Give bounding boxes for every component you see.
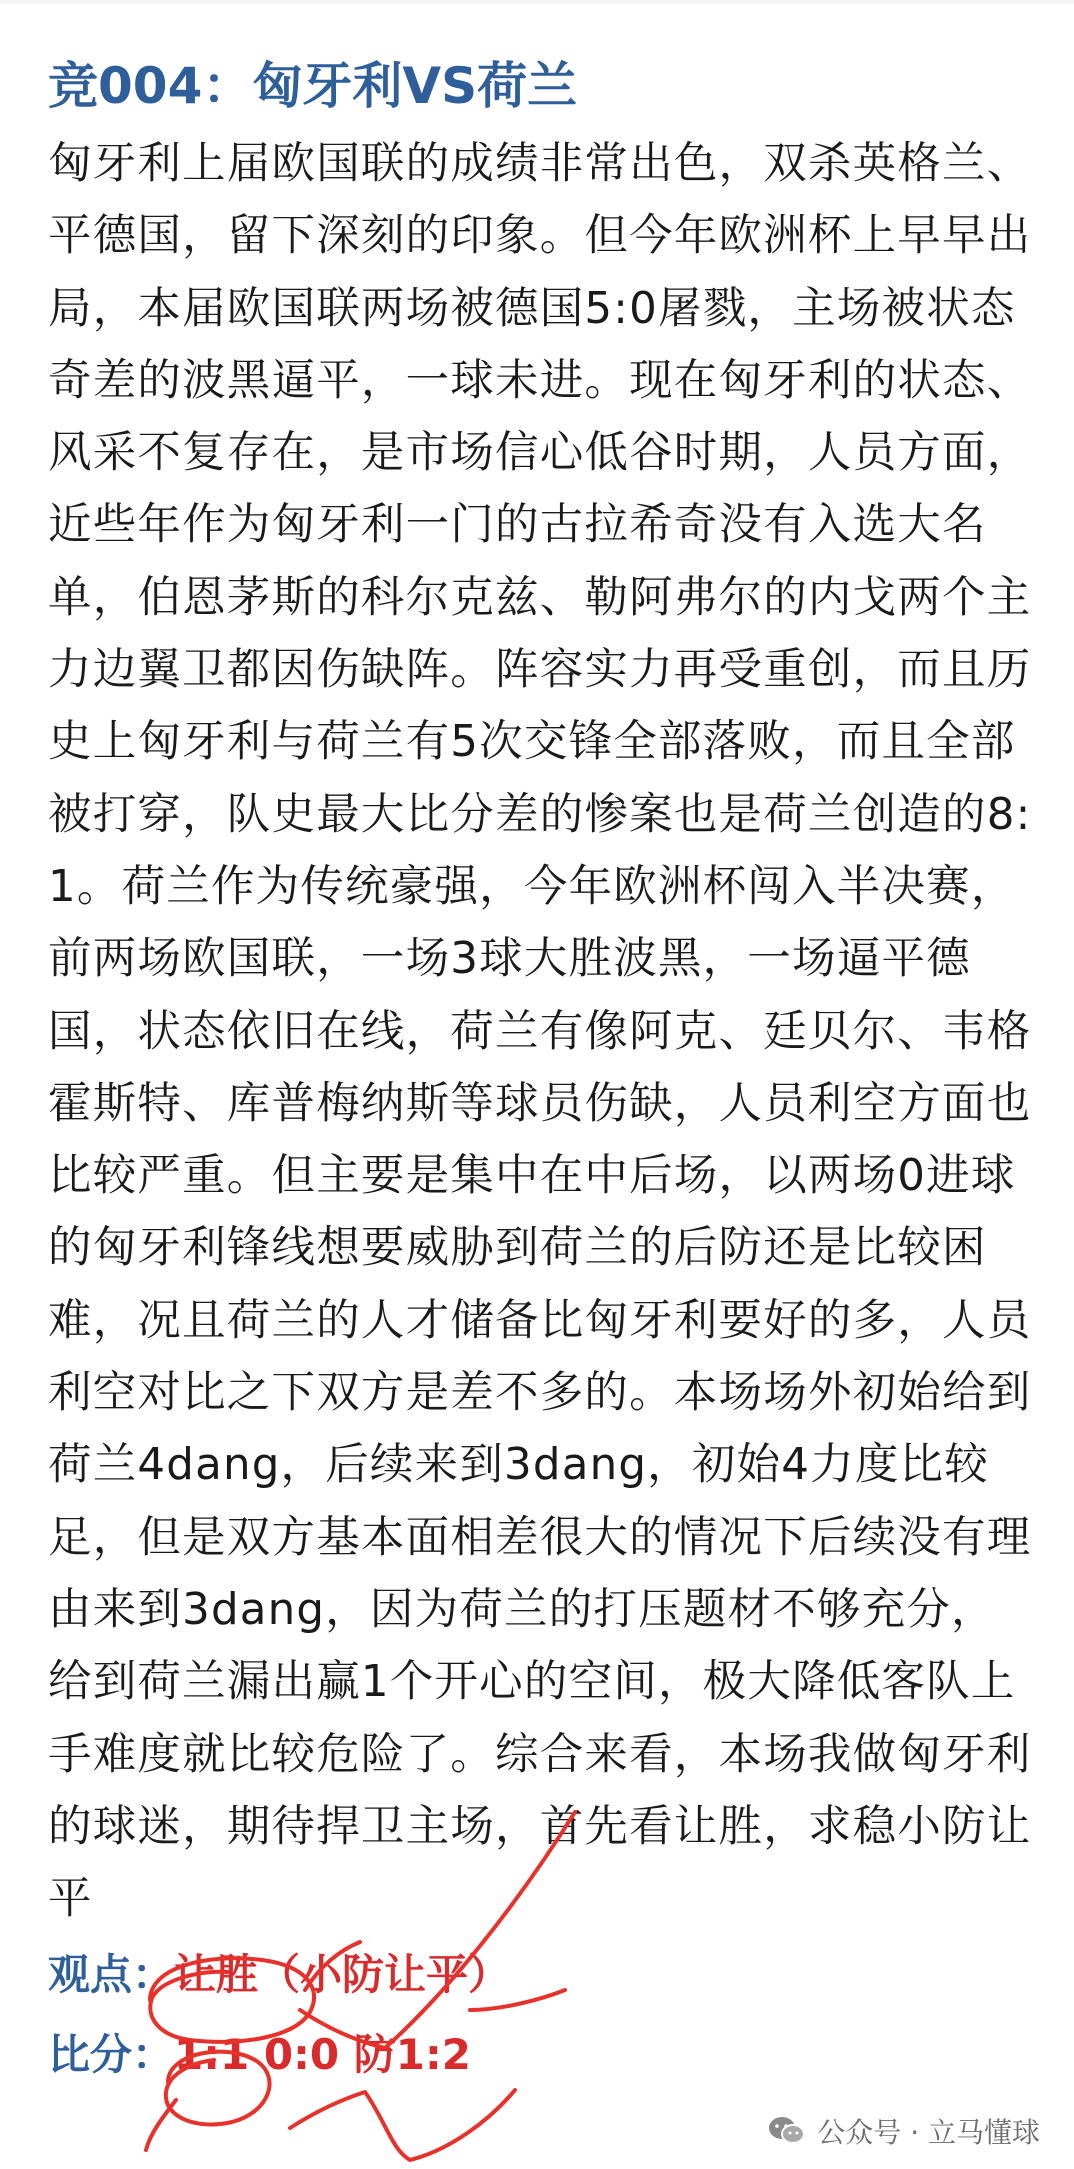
viewpoint-value: 让胜（小防让平） (174, 1950, 511, 2000)
score-underline-mark (290, 2090, 515, 2160)
score-tail-mark (146, 2100, 176, 2150)
viewpoint-label: 观点： (48, 1950, 175, 2000)
watermark-text: 公众号 · 立马懂球 (817, 2116, 1040, 2149)
wechat-icon (767, 2115, 807, 2147)
score-label: 比分： (48, 2030, 175, 2080)
top-divider (0, 0, 1074, 4)
article-body: 匈牙利上届欧国联的成绩非常出色，双杀英格兰、平德国，留下深刻的印象。但今年欧洲杯上早早出局，本届欧国联两场被德国5:0屠戮，主场被状态奇差的波黑逼平，一球未进。现在匈牙利的状态、风采不复存在，是市场信心低谷时期，人员方面，近些年作为匈牙利一门的古拉希奇没有入选大名单，伯恩茅斯的科尔克兹、勒阿弗尔的内戈两个主力边翼卫都因伤缺阵。阵容实力再受重创，而且历史上匈牙利与荷兰有5次交锋全部落败，而且全部被打穿，队史最大比分差的惨案也是荷兰创造的8:1。荷兰作为传统豪强，今年欧洲杯闯入半决赛，前两场欧国联，一场3球大胜波黑，一场逼平德国，状态依旧在线，荷兰有像阿克、廷贝尔、韦格霍斯特、库普梅纳斯等球员伤缺，人员利空方面也比较严重。但主要是集中在中后场，以两场0进球的匈牙利锋线想要威胁到荷兰的后防还是比较困难，况且荷兰的人才储备比匈牙利要好的多，人员利空对比之下双方是差不多的。本场场外初始给到荷兰4dang，后续来到3dang，初始4力度比较足，但是双方基本面相差很大的情况下后续没有理由来到3dang，因为荷兰的打压题材不够充分，给到荷兰漏出赢1个开心的空间，极大降低客队上手难度就比较危险了。综合来看，本场我做匈牙利的球迷，期待捍卫主场，首先看让胜，求稳小防让平 (48, 139, 1032, 1925)
score-line (48, 2015, 1038, 2095)
watermark (767, 2107, 1040, 2155)
viewpoint-line (48, 1935, 1038, 2015)
article-title: 竞004：匈牙利VS荷兰 (48, 57, 578, 115)
article (48, 44, 1038, 2095)
score-value: 1:1 0:0 防1:2 (174, 2030, 471, 2080)
